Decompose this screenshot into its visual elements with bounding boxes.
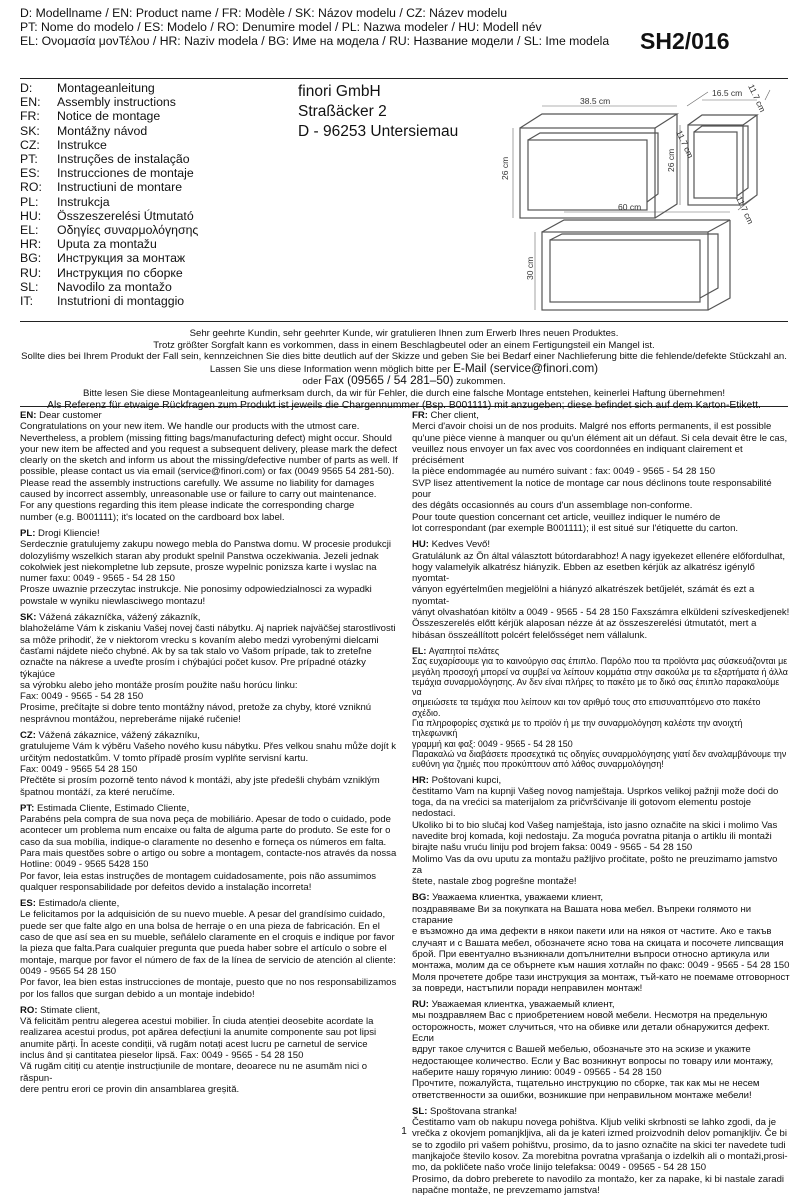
section-line: вдруг такое случится с Вашей мебелью, обозначьте это на эскизе и укажите: [412, 1044, 751, 1056]
header-model-labels: [20, 6, 640, 48]
section-line: štete, nastale zbog pogrešne montaže!: [412, 876, 577, 888]
section-line: por los fallos que surgan debido a un montaje indebido!: [20, 988, 255, 1000]
language-title: Uputa za montažu: [57, 237, 157, 252]
language-row: [20, 237, 198, 251]
notice-section: [412, 999, 790, 1101]
section-line: Para mais questões sobre o artigo ou sobre a montagem, contacte-nos através da nossa: [20, 847, 397, 859]
section-salutation: Poštovani kupci,: [428, 774, 502, 786]
section-lang-code: SK:: [20, 612, 37, 624]
language-title: Инструкция по сборке: [57, 265, 183, 280]
section-heading: [412, 410, 790, 421]
section-line: realizarea acestui produs, pot apărea defecțiuni la anumite componente sau pot lipsi: [20, 1027, 377, 1039]
language-title: Инструкция за монтаж: [57, 251, 186, 266]
section-heading: [412, 1106, 790, 1117]
language-code: FR:: [20, 109, 40, 124]
language-row: [20, 180, 198, 194]
section-line: dere pentru erori ce provin din ansamblarea greșită.: [20, 1083, 240, 1095]
language-title: Navodilo za montažo: [57, 279, 172, 294]
notice-section: [20, 612, 398, 725]
section-line: ványt olvashatóan kitöltv a 0049 - 9565 - 54 28 150 Faxszámra elküldeni szíveskedjenek!: [412, 607, 790, 619]
language-title: Assembly instructions: [57, 95, 176, 110]
section-line: Please read the assembly instructions carefully. We assume no liability for damages: [20, 477, 375, 489]
section-line: Merci d'avoir choisi un de nos produits. Malgré nos efforts permanents, il est possible: [412, 421, 772, 433]
section-line: hogy valamelyik alkatrész hiányzik. Ebben az esetben kérjük az alkatrész igénylő nyomtat-: [412, 561, 755, 585]
divider: [20, 78, 788, 79]
section-salutation: Estimada Cliente, Estimado Cliente,: [34, 802, 190, 814]
section-line: Összeszerelés előtt kérjük alaposan nézze át az összeszerelési útmutatót, mert a: [412, 618, 757, 630]
intro-text: zukommen.: [456, 376, 506, 388]
section-line: ευθύνη για ζημιές που προκύπτουν από λάθος συναρμολόγηση!: [412, 759, 664, 770]
dim-label: 11.7 cm: [674, 128, 696, 160]
language-row: [20, 81, 198, 95]
section-line: Congratulations on your new item. We handle our products with the utmost care.: [20, 421, 360, 433]
section-lang-code: RU:: [412, 999, 429, 1011]
section-salutation: Stimate client,: [37, 1004, 101, 1016]
section-line: powstale w wyniku niewlasciwego montazu!: [20, 595, 206, 607]
section-heading: [20, 612, 398, 623]
section-line: čestitamo Vam na kupnji Vašeg novog namještaja. Usprkos velikoj pažnji može doći do: [412, 785, 779, 797]
section-line: určitým nedostatkům. V tomto případě prosím vyplňte servisní kartu.: [20, 752, 309, 764]
section-line: caso da sua mobília, indique-o claramente no desenho e forneça os números em falta.: [20, 836, 387, 848]
section-line: случаят и с Вашата мебел, обозначете ясно това на скицата и посочете липсващия: [412, 937, 784, 949]
section-heading: [20, 898, 398, 909]
section-line: Hotline: 0049 - 9565 5428 150: [20, 859, 149, 871]
section-line: Čestitamo vam ob nakupu novega pohištva. Kljub veliki skrbnosti se lahko zgodi, da je: [412, 1117, 777, 1129]
section-line: Σας ευχαρίσουμε για το καινούργιο σας έπιπλο. Παρόλο που τα προϊόντα μας σύσκευάζονται με: [412, 656, 788, 667]
section-line: Parabéns pela compra de sua nova peça de mobiliário. Apesar de todo o cuidado, pode: [20, 814, 391, 826]
section-line: Nevertheless, a problem (missing fitting bags/manufacturing defect) might occur. Should: [20, 432, 392, 444]
language-list: [20, 81, 198, 308]
section-line: Serdecznie gratulujemy zakupu nowego mebla do Panstwa domu. W procesie produkcji: [20, 539, 391, 551]
language-title: Instrucciones de montaje: [57, 166, 194, 181]
language-code: SL:: [20, 279, 39, 294]
section-line: number (e.g. B001111); it's located on the cardboard box label.: [20, 511, 285, 523]
section-lang-code: PL:: [20, 527, 36, 539]
section-heading: [412, 646, 790, 656]
left-column: [20, 410, 398, 1100]
section-line: des dégâts occasionnés au cours d'un assemblage non-conforme.: [412, 500, 693, 512]
section-line: поздравяваме Ви за покупката на Вашата нова мебел. Въпреки голямото ни старание: [412, 903, 752, 927]
section-line: Fax: 0049 - 9565 54 28 150: [20, 763, 138, 775]
section-line: caused by incorrect assembly, unreasonable use or failure to carry out maintenance.: [20, 489, 377, 501]
section-salutation: Dear customer: [36, 410, 102, 421]
section-lang-code: FR:: [412, 410, 428, 421]
section-heading: [412, 539, 790, 550]
intro-german: [20, 328, 788, 411]
section-line: anumite părți. În aceste condiții, vă rugăm notați acest lucru pe carnetul de service: [20, 1038, 368, 1050]
intro-line: [20, 375, 788, 388]
language-row: [20, 251, 198, 265]
section-line: acontecer um problema num encaixe ou falta de alguma parte do produto. Se este for o: [20, 825, 391, 837]
language-code: RO:: [20, 180, 42, 195]
language-row: [20, 138, 198, 152]
section-line: μεγάλη προσοχή μπορεί να συμβεί να λείπουν κομμάτια στην σακούλα με τα εξαρτήματα ή άλλα: [412, 666, 788, 677]
section-line: наберите нашу горячую линию: 0049 - 09565 - 54 28 150: [412, 1066, 662, 1078]
section-line: Gratulálunk az Ön által választott bútordarabhoz! A nagy igyekezet ellenére előfordulhat,: [412, 550, 786, 562]
section-line: sa výrobku alebo jeho montáže prosím použite našu horúcu linku:: [20, 679, 298, 691]
section-lang-code: EN:: [20, 410, 37, 421]
section-line: špatnou montáží, za které neručíme.: [20, 786, 175, 798]
section-line: hibásan összeállított polcért felelősséget nem vállalunk.: [412, 629, 648, 641]
notice-section: [412, 410, 790, 534]
section-line: е възможно да има дефекти в някои пакети или на някоя от частите. Ако е такъв: [412, 926, 772, 938]
section-line: ответственности за ошибки, возникшие при неправильном монтаже мебели!: [412, 1089, 752, 1101]
section-line: montaje, marque por favor el número de fax de la línea de servicio de atención al cliente:: [20, 954, 396, 966]
section-line: 0049 - 9565 54 28 150: [20, 965, 117, 977]
intro-line: Sollte dies bei Ihrem Produkt der Fall sein, kennzeichnen Sie dies bitte deutlich auf der Skizze und geben Sie bei Bedarf einer Nachlieferung bitte die fehlende/defekte Stückzahl an.: [21, 351, 787, 363]
section-heading: [412, 892, 790, 903]
dim-label: 26 cm: [500, 156, 510, 180]
section-heading: [20, 528, 398, 539]
section-line: Vă rugăm citiți cu atenție instrucțiunile de montare, deoarece nu ne asumăm nici o răspun-: [20, 1061, 368, 1084]
intro-text: oder: [302, 376, 322, 388]
email-contact: E-Mail (service@finori.com): [453, 360, 599, 375]
divider: [20, 321, 788, 322]
language-title: Montážny návod: [57, 123, 148, 138]
language-row: [20, 166, 198, 180]
section-line: navedite broj komada, koji nedostaju. Za moguća povratna pitanja o artiklu ili montaži: [412, 830, 772, 842]
company-street: Straßäcker 2: [298, 103, 387, 120]
section-line: napačne montaže, ne prevzemamo jamstva!: [412, 1184, 600, 1196]
section-line: Για πληροφορίες σχετικά με το προϊόν ή με την συναρμολόγηση καλέστε την ανοιχτή τηλεφωνική: [412, 718, 743, 739]
section-line: Por favor, lea bien estas instrucciones de montaje, puesto que no nos responsabilizamos: [20, 977, 397, 989]
section-line: clearly on the sketch and inform us about the missing/defective number of parts as well. If: [20, 455, 398, 467]
section-line: Моля прочетете добре тази инструкция за монтаж, тъй-като не поемаме отговорност: [412, 971, 790, 983]
section-heading: [20, 1005, 398, 1016]
section-line: ványon egyértelműen megjelölni a hiányzó alkatrészek betűjelét, számát és ezt a nyomtat-: [412, 584, 755, 607]
language-code: IT:: [20, 294, 33, 309]
section-salutation: Kedves Vevő!: [428, 539, 491, 551]
section-line: For any questions regarding this item please indicate the corresponding charge: [20, 500, 355, 512]
section-line: Ukoliko bi to bio slučaj kod Vašeg namještaja, isto jasno označite na skici i molimo Vas: [412, 819, 778, 831]
section-line: Vă felicităm pentru alegerea acestui mobilier. În ciuda atenției deosebite acordate la: [20, 1016, 374, 1028]
dim-label: 38.5 cm: [580, 96, 611, 106]
section-line: недостающее количество. Если у Вас возникнут вопросы по товару или монтажу,: [412, 1055, 774, 1067]
language-code: CZ:: [20, 137, 40, 152]
section-line: inclus ând și cantitatea pieselor lipsă. Fax: 0049 - 9565 - 54 28 150: [20, 1050, 304, 1062]
section-line: Le felicitamos por la adquisición de su nuevo mueble. A pesar del grandísimo cuidado,: [20, 909, 386, 921]
section-line: Παρακαλώ να διαβάσετε προσεχτικά τις οδηγίες συναρμολόγησης γιατί δεν αναλαμβάνουμε την: [412, 748, 787, 759]
section-salutation: Drogi Kliencie!: [35, 527, 100, 539]
shelf-drawing: [480, 80, 780, 320]
section-line: γραμμή και φαξ: 0049 - 9565 - 54 28 150: [412, 738, 573, 749]
language-code: SK:: [20, 123, 40, 138]
language-row: [20, 152, 198, 166]
language-row: [20, 109, 198, 123]
section-lang-code: ES:: [20, 898, 36, 910]
language-row: [20, 195, 198, 209]
section-line: Pour toute question concernant cet article, veuillez indiquer le numéro de: [412, 511, 721, 523]
language-row: [20, 124, 198, 138]
dim-label: 60 cm: [618, 202, 642, 212]
company-name: finori GmbH: [298, 83, 381, 100]
section-heading: [20, 803, 398, 814]
section-heading: [20, 410, 398, 421]
section-line: birajte našu vruću liniju pod brojem faksa: 0049 - 9565 - 54 28 150: [412, 842, 693, 854]
section-lang-code: EL:: [412, 645, 427, 656]
language-row: [20, 209, 198, 223]
section-line: la pièce endommagée au numéro suivant : fax: 0049 - 9565 - 54 28 150: [412, 466, 716, 478]
section-line: Prosime, prečítajte si dobre tento montážny návod, pretože za chyby, ktoré vzniknú: [20, 702, 372, 714]
section-lang-code: HU:: [412, 539, 429, 551]
section-line: Prosze uwaznie przeczytac instrukcje. Nie ponosimy odpowiedzialnosci za wypadki: [20, 584, 372, 596]
notice-section: [20, 898, 398, 1000]
language-title: Notice de montage: [57, 109, 161, 124]
section-line: mo, da pokličete našo vroče linijo telefaksa: 0049 - 09565 - 54 28 150: [412, 1162, 707, 1174]
section-line: toga, da na vrećici sa materijalom za pričvršćivanje ili gotovom elementu postoje nedostaci.: [412, 797, 752, 820]
notice-section: [412, 539, 790, 641]
section-line: мы поздравляем Вас с приобретением новой мебели. Несмотря на предельную: [412, 1010, 768, 1022]
intro-line: Als Referenz für etwaige Rückfragen zum Produkt ist jeweils die Chargennummer (Bsp. B001111) mit anzugeben; diese befindet sich auf dem Karton-Etikett.: [47, 399, 761, 411]
notice-section: [20, 528, 398, 607]
page-number: 1: [401, 1126, 407, 1137]
language-code: PL:: [20, 194, 39, 209]
language-title: Instrukce: [57, 137, 107, 152]
section-line: SVP lisez attentivement la notice de montage car nous déclinons toute responsabilité pour: [412, 477, 772, 501]
language-row: [20, 95, 198, 109]
section-line: veuillez nous envoyer un fax avec vos coordonnées en indiquant clairement et précisément: [412, 443, 743, 467]
notice-section: [412, 892, 790, 994]
language-code: RU:: [20, 265, 42, 280]
dim-label: 26 cm: [666, 148, 676, 172]
notice-section: [412, 775, 790, 888]
section-line: časťami nájdete niečo chybné. Ak by sa tak stalo vo Vašom prípade, tak to zreteľne: [20, 645, 372, 657]
language-code: D:: [20, 81, 33, 95]
dim-label: 30 cm: [525, 256, 535, 280]
section-lang-code: SL:: [412, 1105, 428, 1117]
language-title: Instruções de instalação: [57, 152, 190, 167]
company-city: D - 96253 Untersiemau: [298, 123, 459, 140]
section-lang-code: HR:: [412, 774, 429, 786]
language-title: Instructiuni de montare: [57, 180, 183, 195]
language-row: [20, 223, 198, 237]
section-line: τεμάχια συναρμολόγησης. Αν δεν είναι πλήρες το πακέτο με το δικό σας έπιπλο παρακαλούμε να: [412, 676, 780, 698]
section-salutation: Vážená zákaznice, vážený zákazníku,: [35, 730, 200, 742]
section-line: монтажа, молим да се обърнете към нашия хотлайн по факс: 0049 - 9565 - 54 28 150: [412, 960, 790, 972]
company-address: [298, 82, 458, 142]
language-title: Οδηγίες συναρμολόγησης: [57, 223, 199, 238]
language-code: ES:: [20, 166, 40, 181]
section-line: qu'une pièce vienne à manquer ou qu'un élément ait un défaut. Si cela devait être le cas,: [412, 432, 788, 444]
section-line: puede ser que falte algo en una bolsa de herraje o en una pieza de fabricación. En el: [20, 920, 380, 932]
section-heading: [412, 999, 790, 1010]
fax-contact: Fax (09565 / 54 281–50): [324, 373, 454, 388]
dim-label: 16.5 cm: [712, 88, 743, 98]
language-row: [20, 280, 198, 294]
section-lang-code: CZ:: [20, 730, 36, 742]
section-line: Molimo Vas da ovu uputu za montažu pažljivo pročitate, pošto ne preuzimamo jamstvo za: [412, 853, 778, 876]
section-line: sa môže prihodiť, že v niektorom vrecku s kovaním alebo medzi vyrobenými dielcami: [20, 634, 379, 646]
section-line: la pieza que falta.Para cualquier pregunta que pueda haber sobre el artículo o sobre el: [20, 943, 387, 955]
section-salutation: Spoštovana stranka!: [427, 1105, 518, 1117]
divider: [20, 406, 788, 407]
intro-line: Sehr geehrte Kundin, sehr geehrter Kunde, wir gratulieren Ihnen zum Erwerb Ihres neuen Produktes.: [189, 328, 619, 339]
language-row: [20, 294, 198, 308]
section-salutation: Уважаема клиентка, уважаеми клиент,: [429, 892, 603, 904]
section-lang-code: RO:: [20, 1004, 38, 1016]
section-line: σημειώσετε τα τεμάχια που λείπουν και τον αριθμό τους στο επισυναπτόμενο στο πακέτο σχέδιο.: [412, 697, 761, 718]
section-line: dolozyliśmy wszelkich staran aby produkt spelnil Panstwa oczekiwania. Jezeli jednak: [20, 550, 379, 562]
section-line: manjkajoče število kosov. Za morebitna povratna vprašanja o izdelkih ali o montaži,prosi-: [412, 1151, 788, 1162]
section-line: Prosimo, da dobro preberete to navodilo za montažo, ker za napake, ki bi nastale zaradi: [412, 1173, 785, 1185]
language-code: PT:: [20, 152, 38, 167]
language-code: HU:: [20, 208, 42, 223]
section-line: брой. При евентуално възникнали допълнителни въпроси относно артикула или: [412, 948, 770, 960]
language-title: Instutrioni di montaggio: [57, 294, 185, 309]
section-salutation: Estimado/a cliente,: [35, 898, 120, 910]
section-salutation: Vážená zákazníčka, vážený zákazník,: [36, 612, 201, 624]
language-code: EL:: [20, 223, 39, 238]
notice-section: [20, 730, 398, 798]
section-heading: [20, 730, 398, 741]
section-heading: [412, 775, 790, 786]
section-line: se to zgodilo pri vašem pohištvu, prosimo, da to jasno označite na skici ter navedete tudi: [412, 1139, 786, 1151]
section-line: vrečka z okovjem pomanjkljiva, ali da je kateri izmed proizvodnih delov pomanjkljiv. Če bi: [412, 1128, 787, 1140]
language-code: HR:: [20, 237, 42, 252]
header-line: PT: Nome do modelo / ES: Modelo / RO: Denumire model / PL: Nazwa modeler / HU: Modell név: [20, 20, 542, 34]
section-line: gratulujeme Vám k výběru Vašeho nového kusu nábytku. Přes velkou snahu může dojít k: [20, 741, 397, 753]
intro-text: Lassen Sie uns diese Information wenn möglich bitte per: [209, 363, 451, 375]
section-line: possible, please contact us via email (service@finori.com) or fax (0049 9565 54 281-50).: [20, 466, 395, 478]
right-column: [412, 410, 790, 1201]
section-line: blahoželáme Vám k ziskaniu Vašej novej časti nábytku. Aj napriek najväčšej starostlivosti: [20, 623, 396, 635]
notice-section: [412, 1106, 790, 1196]
section-lang-code: PT:: [20, 802, 35, 814]
section-line: lot correspondant (par exemple B001111); il est situé sur l'étiquette du carton.: [412, 522, 739, 534]
model-number: SH2/016: [640, 28, 730, 54]
language-title: Összeszerelési Útmutató: [57, 208, 194, 223]
language-code: BG:: [20, 251, 42, 266]
section-line: Přečtěte si prosím pozorně tento návod k montáži, aby jste předešli chybám vzniklým: [20, 775, 380, 787]
notice-section: [412, 646, 790, 770]
section-line: Por favor, leia estas instruções de montagem cuidadosamente, pois não assumimos: [20, 870, 377, 882]
section-salutation: Уважаемая клиентка, уважаемый клиент,: [428, 999, 615, 1011]
language-title: Montageanleitung: [57, 81, 155, 95]
dim-label: 11.7 cm: [734, 194, 756, 226]
section-line: Fax: 0049 - 9565 - 54 28 150: [20, 691, 144, 703]
section-line: caso de que así sea en su mueble, señálelo claramente en el croquis e indique por favor: [20, 932, 395, 944]
header-line: D: Modellname / EN: Product name / FR: Modèle / SK: Názov modelu / CZ: Název modelu: [20, 6, 508, 20]
section-line: qualquer responsabilidade por defeitos devido a instalação incorreta!: [20, 881, 312, 893]
section-line: осторожность, может случиться, что на обивке или детали обнаружится дефект. Если: [412, 1021, 770, 1045]
section-line: your new item be affected and you request a subsequent delivery, please mark the defect: [20, 443, 397, 455]
section-salutation: Cher client,: [427, 410, 479, 421]
section-salutation: Αγαπητοί πελάτες: [426, 645, 500, 656]
intro-line: Bitte lesen Sie diese Montageanleitung aufmerksam durch, da wir für Fehler, die durch eine falsche Montage entstehen, keinerlei Haftung übernehmen!: [82, 387, 726, 399]
notice-section: [20, 410, 398, 523]
section-line: cokolwiek jest niekompletne lub zepsute, prosze wypelnic ponizsza karte i wyslac na: [20, 561, 377, 573]
language-title: Instrukcja: [57, 194, 110, 209]
notice-section: [20, 1005, 398, 1095]
section-line: numer faxu: 0049 - 9565 - 54 28 150: [20, 573, 175, 585]
intro-line: Trotz größter Sorgfalt kann es vorkommen, dass in einem Beschlagbeutel oder an einem Fertigungsteil ein Mangel ist.: [153, 339, 655, 351]
language-code: EN:: [20, 95, 41, 110]
header-line: EL: Ονομασία μονΤέλου / HR: Naziv modela / BG: Име на модела / RU: Название модели / SL: Ime modela: [20, 34, 610, 48]
section-line: označte na nákrese a uveďte prosím i chýbajúci počet kusov. Pre prípadné otázky týkajúce: [20, 657, 366, 680]
section-lang-code: BG:: [412, 892, 430, 904]
section-line: Прочтите, пожалуйста, тщательно инструкцию по сборке, так как мы не несем: [412, 1078, 760, 1090]
section-line: nesprávnou montážou, nepreberáme nijaké ručenie!: [20, 713, 241, 725]
notice-section: [20, 803, 398, 893]
language-row: [20, 266, 198, 280]
dim-label: 11.7 cm: [746, 82, 768, 114]
section-line: за повреди, настъпили поради неправилен монтаж!: [412, 982, 643, 994]
